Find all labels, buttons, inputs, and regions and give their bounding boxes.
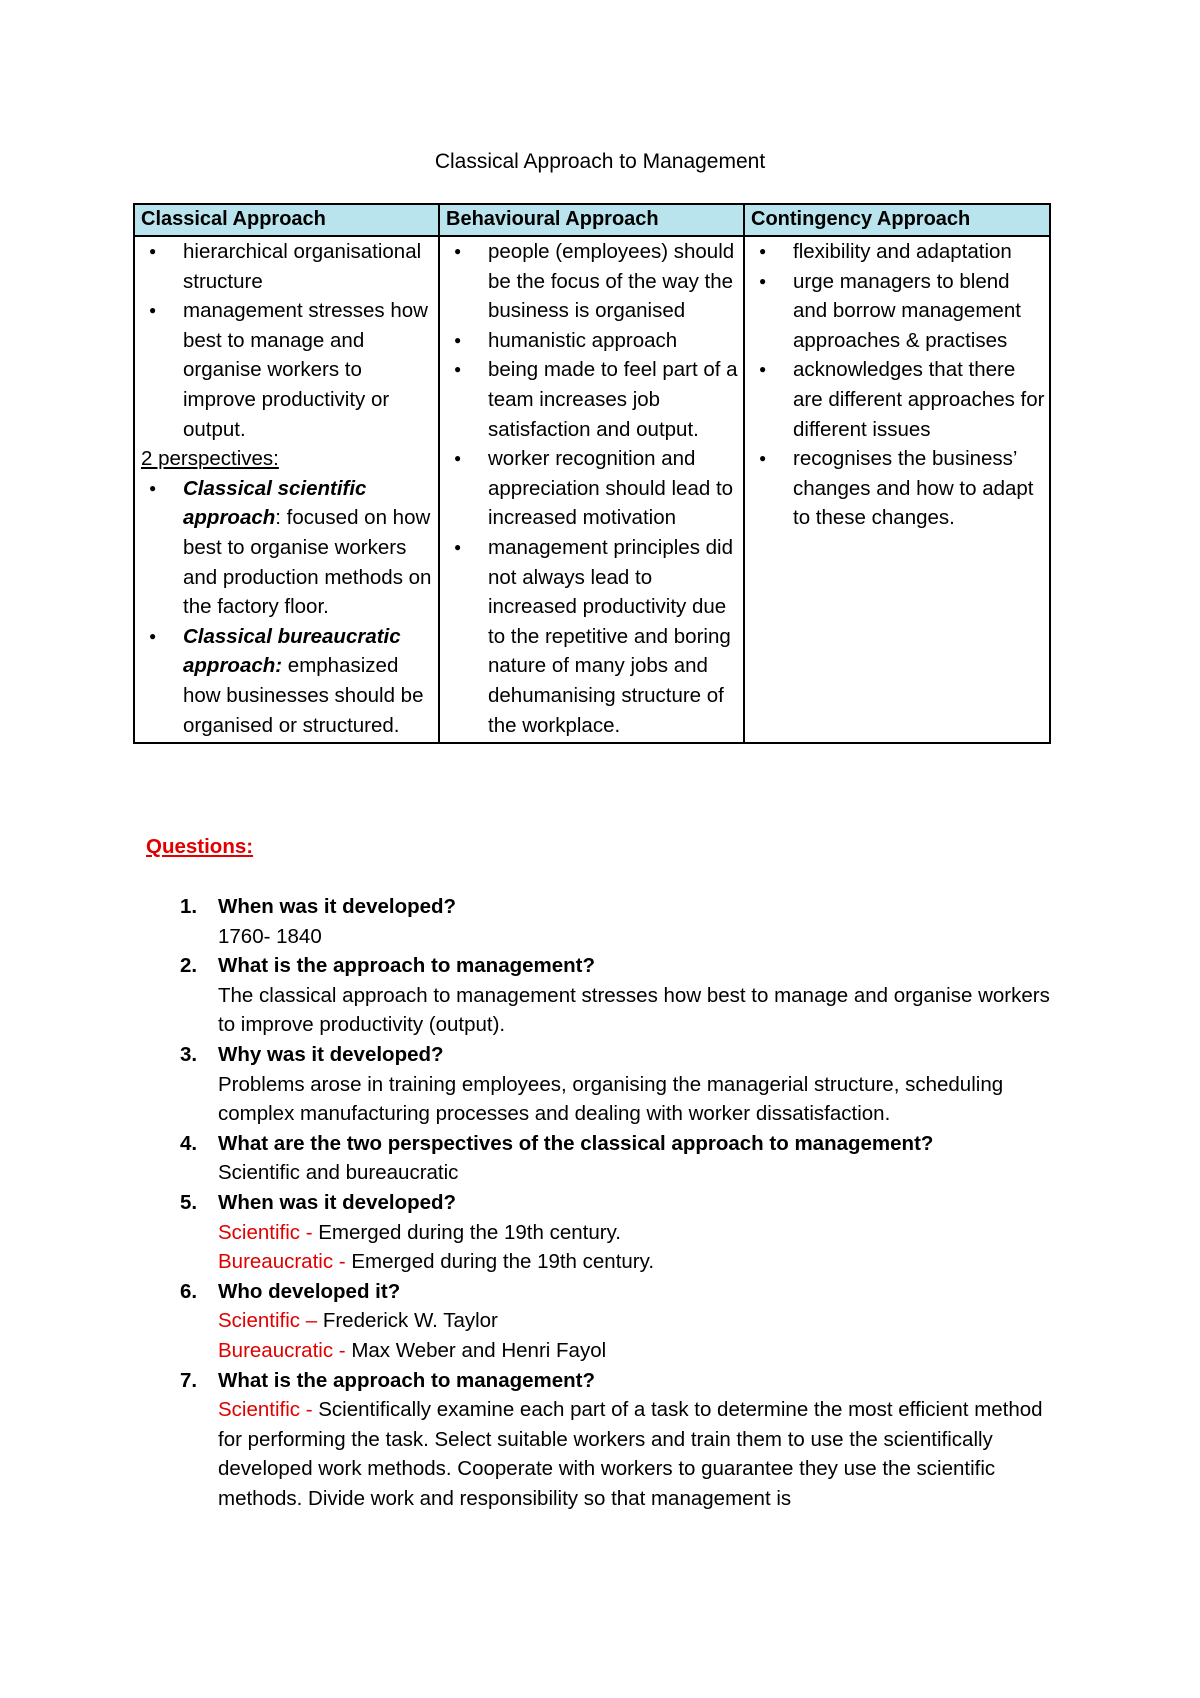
answer-line xyxy=(218,1218,1068,1248)
header-classical-approach: Classical Approach xyxy=(134,204,439,236)
question-number: 2. xyxy=(180,954,198,978)
question-item xyxy=(180,1277,1068,1366)
question-number: 3. xyxy=(180,1042,198,1066)
behavioural-bullet-list xyxy=(446,237,739,740)
perspective-term: Classical bureaucratic approach: xyxy=(183,624,401,678)
answer-text: Max Weber and Henri Fayol xyxy=(351,1338,607,1362)
question-text: What is the approach to management? xyxy=(218,954,596,978)
question-number: 5. xyxy=(180,1190,198,1214)
question-text: When was it developed? xyxy=(218,895,457,918)
list-item: ● acknowledges that there are different approaches for different issues xyxy=(751,355,1045,444)
answer-line xyxy=(218,1306,1068,1336)
answer-text: Scientific and bureaucratic xyxy=(218,1161,459,1185)
answer-label: Scientific – xyxy=(218,1309,323,1333)
question-number: 6. xyxy=(180,1279,198,1303)
behavioural-approach-cell xyxy=(439,236,744,743)
header-behavioural-approach: Behavioural Approach xyxy=(439,204,744,236)
list-item: ● humanistic approach xyxy=(446,326,739,356)
answer-text: Frederick W. Taylor xyxy=(322,1309,498,1333)
table-header-row xyxy=(134,204,1050,236)
perspective-term: Classical scientific approach xyxy=(183,476,367,530)
question-text: When was it developed? xyxy=(218,1190,457,1214)
header-contingency-approach: Contingency Approach xyxy=(744,204,1050,236)
list-item: ● hierarchical organisational structure xyxy=(141,237,434,296)
contingency-bullet-list xyxy=(751,237,1045,533)
answer-text: Problems arose in training employees, organising the managerial structure, scheduling complex manufacturing processes and dealing with worker dissatisfaction. xyxy=(218,1072,1004,1126)
question-item xyxy=(180,1129,1068,1188)
answer-text: The classical approach to management stresses how best to manage and organise workers to improve productivity (output). xyxy=(218,983,1050,1037)
question-number: 4. xyxy=(180,1131,198,1155)
list-item: ● people (employees) should be the focus of the way the business is organised xyxy=(446,237,739,326)
question-text: What are the two perspectives of the classical approach to management? xyxy=(218,1131,934,1155)
perspectives-heading: 2 perspectives: xyxy=(141,447,279,471)
perspectives-list xyxy=(141,474,434,740)
question-item xyxy=(180,892,1068,951)
answer-line xyxy=(218,1395,1068,1513)
answer-text: Emerged during the 19th century. xyxy=(351,1250,655,1274)
list-item: ● urge managers to blend and borrow management approaches & practises xyxy=(751,267,1045,356)
question-number: 7. xyxy=(180,1368,198,1392)
list-item xyxy=(141,474,434,622)
question-text: Who developed it? xyxy=(218,1279,401,1303)
classical-approach-cell xyxy=(134,236,439,743)
question-item xyxy=(180,951,1068,1040)
question-number: 1. xyxy=(180,895,198,918)
question-text: What is the approach to management? xyxy=(218,1368,596,1392)
answer-text: 1760- 1840 xyxy=(218,924,322,948)
list-item xyxy=(141,622,434,740)
list-item: ● recognises the business’ changes and how to adapt to these changes. xyxy=(751,444,1045,533)
answer-label: Bureaucratic - xyxy=(218,1250,352,1274)
contingency-approach-cell xyxy=(744,236,1050,743)
table-row xyxy=(134,236,1050,743)
answer-line xyxy=(218,1247,1068,1277)
answer-line xyxy=(218,1336,1068,1366)
answer-label: Bureaucratic - xyxy=(218,1338,352,1362)
approach-comparison-table xyxy=(133,203,1051,744)
question-item xyxy=(180,1040,1068,1129)
list-item: ● management principles did not always lead to increased productivity due to the repetitive and boring nature of many jobs and dehumanising structure of the workplace. xyxy=(446,533,739,740)
classical-bullet-list xyxy=(141,237,434,444)
page-title: Classical Approach to Management xyxy=(434,150,766,173)
answer-text: Scientifically examine each part of a task to determine the most efficient method for performing the task. Select suitable workers and train them to use the scientifically developed work methods. Cooperate with workers to guarantee they use the scientific methods. Divide work and responsibility so that management is xyxy=(218,1398,1043,1510)
list-item: ● management stresses how best to manage and organise workers to improve productivity or output. xyxy=(141,296,434,444)
list-item: ● flexibility and adaptation xyxy=(751,237,1045,267)
perspective-text: : focused on how best to organise workers and production methods on the factory floor. xyxy=(183,506,432,619)
answer-text: Emerged during the 19th century. xyxy=(318,1220,621,1244)
question-text: Why was it developed? xyxy=(218,1042,444,1066)
list-item: ● being made to feel part of a team increases job satisfaction and output. xyxy=(446,355,739,444)
answer-label: Scientific - xyxy=(218,1398,319,1422)
perspective-text: emphasized how businesses should be organised or structured. xyxy=(183,654,424,737)
questions-list xyxy=(180,892,1068,1513)
list-item: ● worker recognition and appreciation should lead to increased motivation xyxy=(446,444,739,533)
question-item xyxy=(180,1366,1068,1514)
questions-heading: Questions: xyxy=(146,835,254,858)
answer-label: Scientific - xyxy=(218,1220,319,1244)
question-item xyxy=(180,1188,1068,1277)
